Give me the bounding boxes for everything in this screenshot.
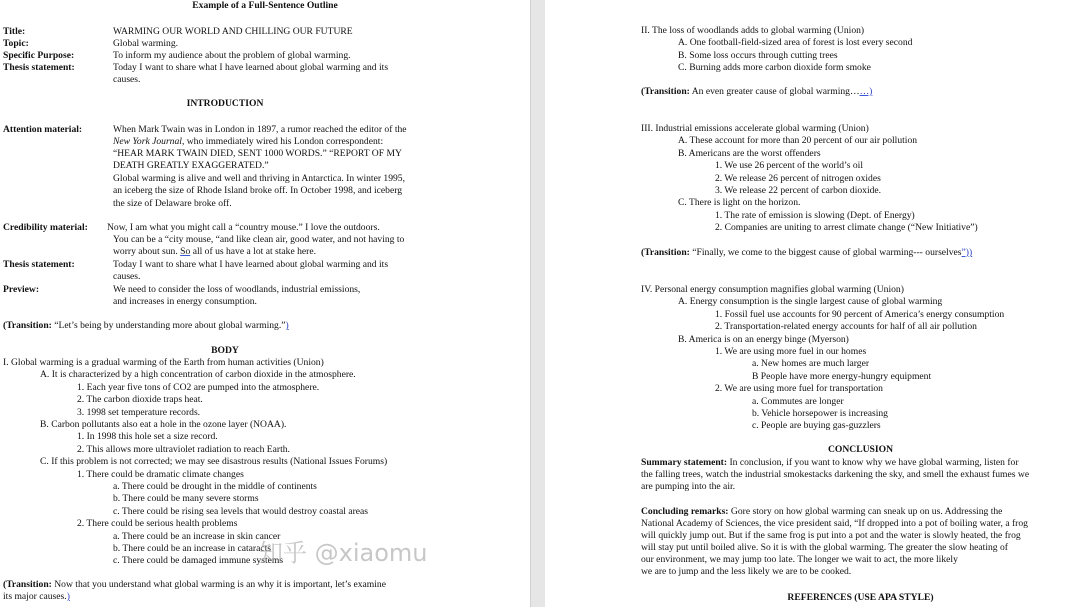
outline-item: III. Industrial emissions accelerate global warming (Union) [641, 123, 869, 134]
transition-line [3, 591, 70, 603]
outline-item: II. The loss of woodlands adds to global warming (Union) [641, 25, 865, 36]
outline-item: a. There could be drought in the middle of continents [113, 481, 317, 492]
attention-line: Global warming is alive and well and thriving in Antarctica. In winter 1995, [113, 172, 406, 184]
outline-item: IV. Personal energy consumption magnifies global warming (Union) [641, 284, 904, 295]
outline-item: B. Americans are the worst offenders [678, 147, 821, 159]
outline-item: C. If this problem is not corrected; we may see disastrous results (National Issues Forums) [40, 456, 388, 468]
concluding-line: our environment, we may jump too late. The longer we wait to act, the more likely [641, 554, 958, 565]
outline-item: B People have more energy-hungry equipment [752, 370, 932, 382]
attention-line [113, 136, 383, 148]
credibility-text: all of us have a lot at stake here. [190, 246, 317, 257]
header-label: Topic: [3, 38, 29, 49]
outline-item: A. These account for more than 20 percent of our air pollution [678, 135, 918, 147]
transition-close[interactable]: ) [285, 320, 289, 331]
transition-close[interactable]: ) [66, 591, 70, 602]
outline-item: c. People are buying gas-guzzlers [752, 420, 881, 432]
outline-item: A. Energy consumption is the single largest cause of global warming [678, 296, 943, 308]
outline-item: 3. 1998 set temperature records. [77, 406, 201, 418]
summary-line [641, 457, 1019, 469]
attention-line: “HEAR MARK TWAIN DIED, SENT 1000 WORDS.” “REPORT OF MY [113, 148, 402, 159]
header-label: Thesis statement: [3, 62, 75, 73]
outline-item: 1. The rate of emission is slowing (Dept. of Energy) [715, 209, 915, 221]
outline-item: 2. Companies are uniting to arrest climate change (“New Initiative”) [715, 222, 978, 234]
concluding-line [641, 506, 1002, 518]
transition-close[interactable]: …) [859, 86, 873, 97]
thesis-line: causes. [113, 271, 141, 282]
outline-item: C. There is light on the horizon. [678, 197, 801, 209]
transition-text: “Finally, we come to the biggest cause of global warming--- ourselves [689, 247, 962, 258]
outline-item: a. New homes are much larger [752, 358, 870, 370]
outline-item: 1. We are using more fuel in our homes [715, 346, 867, 357]
summary-line: the falling trees, watch the industrial smokestacks darkening the sky, and smell the exhaust fumes we [641, 469, 1030, 480]
transition-line [3, 320, 289, 332]
transition-line [3, 579, 386, 591]
credibility-label: Credibility material: [3, 222, 88, 233]
outline-item: 3. We release 22 percent of carbon dioxide. [715, 185, 882, 196]
preview-label: Preview: [3, 284, 40, 295]
concluding-line: will stay put until boiled alive. So it is with the global warming. The greater the slow heating of [641, 542, 1008, 553]
transition-line [641, 247, 972, 259]
transition-text: its major causes. [3, 591, 67, 602]
transition-line [641, 86, 872, 98]
so-link[interactable]: So [180, 246, 191, 257]
summary-line: are pumping into the air. [641, 481, 736, 492]
concluding-line: we are to jump and the less likely we are to be cooked. [641, 566, 852, 577]
attention-line: DEATH GREATLY EXAGGERATED.” [113, 160, 269, 172]
header-value: Global warming. [113, 38, 179, 49]
watermark-text: 知乎 @xiaomu [259, 539, 428, 567]
transition-label: (Transition: [3, 579, 52, 590]
header-label: Specific Purpose: [3, 50, 75, 61]
outline-item: I. Global warming is a gradual warming of the Earth from human activities (Union) [3, 357, 324, 368]
document-title: Example of a Full-Sentence Outline [192, 0, 338, 11]
attention-text: , who immediately wired his London correspondent: [181, 136, 384, 147]
right-page [545, 0, 1080, 607]
header-value: WARMING OUR WORLD AND CHILLING OUR FUTURE [113, 26, 353, 37]
outline-item: 2. There could be serious health problems [77, 518, 238, 530]
credibility-text: worry about sun. [113, 246, 181, 257]
attention-line: When Mark Twain was in London in 1897, a rumor reached the editor of the [113, 124, 407, 135]
outline-item: c. There could be rising sea levels that would destroy coastal areas [113, 505, 369, 517]
transition-label: (Transition: [3, 320, 52, 331]
summary-label: Summary statement: [641, 457, 728, 468]
transition-label: (Transition: [641, 86, 690, 97]
thesis-line: Today I want to share what I have learned about global warming and its [113, 259, 389, 270]
outline-item: B. Some loss occurs through cutting trees [678, 49, 838, 61]
outline-item: C. Burning adds more carbon dioxide form smoke [678, 62, 871, 74]
newspaper-name: New York Journal [113, 136, 182, 147]
watermark-logo [255, 528, 485, 578]
outline-item: 1. In 1998 this hole set a size record. [77, 431, 218, 443]
outline-item: b. There could be an increase in cataracts [113, 543, 272, 554]
credibility-line [113, 246, 316, 258]
transition-text: Now that you understand what global warming is an why it is important, let’s examine [51, 579, 386, 590]
introduction-heading: INTRODUCTION [186, 98, 264, 109]
header-value: Today I want to share what I have learned about global warming and its [113, 62, 389, 73]
left-page [0, 0, 530, 607]
outline-item: a. Commutes are longer [752, 395, 844, 407]
outline-item: 2. We release 26 percent of nitrogen oxides [715, 172, 881, 184]
summary-text: In conclusion, if you want to know why we have global warming, listen for [727, 457, 1019, 468]
concluding-line: National Academy of Sciences, the vice president said, “If dropped into a pot of boiling water, a frog [641, 518, 1028, 529]
attention-line: an iceberg the size of Rhode Island broke off. In October 1998, and iceberg [113, 185, 403, 197]
transition-label: (Transition: [641, 247, 690, 258]
outline-item: c. There could be damaged immune systems [113, 555, 284, 567]
concluding-label: Concluding remarks: [641, 506, 729, 517]
attention-line: the size of Delaware broke off. [113, 197, 232, 209]
preview-line: We need to consider the loss of woodlands, industrial emissions, [113, 284, 361, 295]
attention-label: Attention material: [3, 124, 83, 135]
credibility-line: Now, I am what you might call a “country mouse.” I love the outdoors. [107, 222, 380, 233]
outline-item: B. Carbon pollutants also eat a hole in the ozone layer (NOAA). [40, 419, 287, 430]
transition-close[interactable]: ”)) [961, 247, 973, 258]
header-label: Title: [3, 26, 26, 37]
outline-item: 2. The carbon dioxide traps heat. [77, 394, 203, 406]
outline-item: 1. Each year five tons of CO2 are pumped into the atmosphere. [77, 381, 320, 393]
transition-text: “Let’s being by understanding more about global warming.” [51, 320, 286, 331]
outline-item: A. It is characterized by a high concentration of carbon dioxide in the atmosphere. [40, 369, 356, 381]
thesis-continuation: causes. [113, 74, 141, 85]
outline-item: B. America is on an energy binge (Myerson) [678, 333, 849, 345]
conclusion-heading: CONCLUSION [827, 444, 894, 455]
outline-item: 1. We use 26 percent of the world’s oil [715, 160, 863, 172]
header-value: To inform my audience about the problem of global warming. [113, 50, 351, 61]
outline-item: b. Vehicle horsepower is increasing [752, 408, 888, 419]
credibility-line: You can be a “city mouse, “and like clean air, good water, and not having to [113, 234, 405, 245]
concluding-line: will quickly jump out. But if the same frog is put into a pot and the water is slowly heated, the frog [641, 530, 1021, 541]
outline-item: A. One football-field-sized area of forest is lost every second [678, 37, 913, 49]
thesis-label: Thesis statement: [3, 259, 75, 270]
outline-item: a. There could be an increase in skin cancer [113, 530, 281, 542]
concluding-text: Gore story on how global warming can sneak up on us. Addressing the [728, 506, 1003, 517]
body-heading: BODY [211, 345, 239, 356]
outline-item: 2. This allows more ultraviolet radiation to reach Earth. [77, 443, 290, 455]
references-heading: REFERENCES (USE APA STYLE) [787, 592, 934, 603]
transition-text: An even greater cause of global warming… [689, 86, 860, 97]
outline-item: 2. We are using more fuel for transportation [715, 383, 883, 395]
preview-line: and increases in energy consumption. [113, 296, 257, 307]
outline-item: 1. Fossil fuel use accounts for 90 percent of America’s energy consumption [715, 308, 1005, 320]
outline-item: 1. There could be dramatic climate changes [77, 468, 244, 480]
outline-item: b. There could be many severe storms [113, 493, 259, 505]
outline-item: 2. Transportation-related energy accounts for half of all air pollution [715, 321, 977, 333]
